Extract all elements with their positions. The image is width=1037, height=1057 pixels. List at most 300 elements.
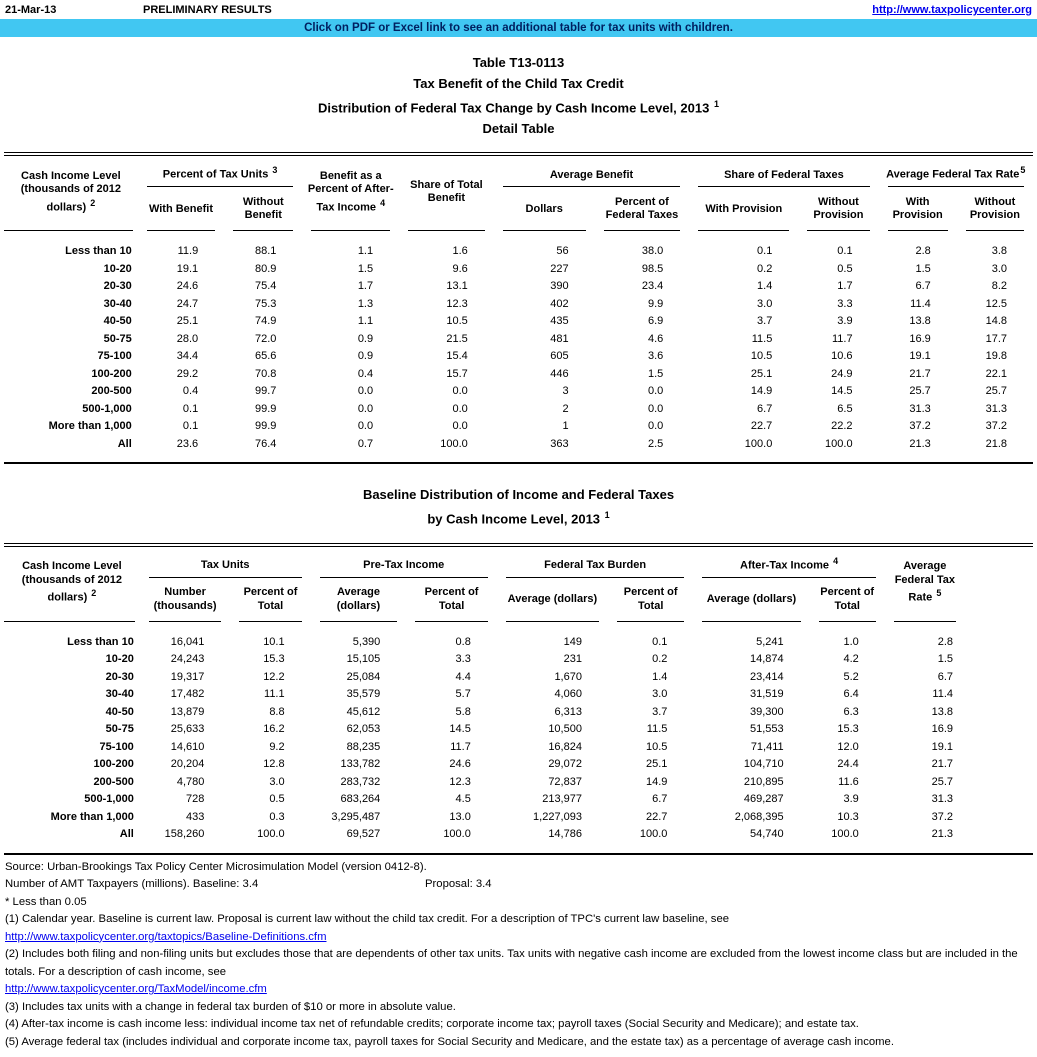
cell: 0.0 xyxy=(647,402,664,415)
row-label: More than 1,000 xyxy=(50,810,134,823)
cell: 25.7 xyxy=(909,385,931,398)
cell: 15.3 xyxy=(263,653,285,666)
cell: 100.0 xyxy=(257,828,285,841)
cell: 24.6 xyxy=(449,758,471,771)
cell: 11.4 xyxy=(932,688,953,701)
baseline-table-header xyxy=(4,545,1033,625)
table-row xyxy=(4,313,1033,331)
cell: 21.5 xyxy=(446,332,468,345)
cell: 1.7 xyxy=(357,280,374,293)
cell: 4.5 xyxy=(455,793,471,806)
cell: 1.5 xyxy=(647,367,664,380)
cell: 25.1 xyxy=(750,367,773,380)
cell: 2.8 xyxy=(915,245,931,258)
cell: 6.3 xyxy=(843,705,859,718)
cell: 433 xyxy=(186,810,205,823)
cell: 54,740 xyxy=(749,828,784,841)
cell: 0.9 xyxy=(357,332,374,345)
detail-table-header xyxy=(4,154,1033,234)
col-header-benefit-percent-after-tax-income: Benefit as a Percent of After-Tax Income $^4$ xyxy=(302,154,399,234)
cell: 1.4 xyxy=(757,280,773,293)
cell: 3 xyxy=(562,385,569,398)
cell: 0.5 xyxy=(269,793,285,806)
cell: 88.1 xyxy=(254,245,277,258)
cell: 481 xyxy=(550,332,569,345)
cell: 149 xyxy=(563,635,582,648)
cell: 25.1 xyxy=(645,758,668,771)
cell: 12.8 xyxy=(263,758,285,771)
cell: 10.3 xyxy=(837,810,859,823)
row-label: 100-200 xyxy=(93,758,134,771)
col-header-rate-with-provision: With Provision xyxy=(879,190,957,234)
col-header-cash-income-level: Cash Income Level (thousands of 2012 dollars) $^2$ xyxy=(4,154,138,234)
col-header-percent-of-federal-taxes: Percent of Federal Taxes xyxy=(595,190,690,234)
cell: 38.0 xyxy=(641,245,664,258)
cell: 31,519 xyxy=(749,688,784,701)
cell: 25.1 xyxy=(176,315,199,328)
cell: 16,824 xyxy=(548,740,582,753)
cell: 3.0 xyxy=(991,262,1007,275)
cell: 5.8 xyxy=(455,705,471,718)
detail-table-body xyxy=(4,234,1033,463)
cell: 9.9 xyxy=(647,297,664,310)
table-row xyxy=(4,331,1033,349)
col-header-dollars: Dollars xyxy=(494,190,595,234)
cell: 1.5 xyxy=(915,262,931,275)
cell: 22.1 xyxy=(985,367,1007,380)
row-label: All xyxy=(119,828,134,841)
cell: 72.0 xyxy=(254,332,277,345)
cell: 21.8 xyxy=(985,437,1007,450)
cell: 12.3 xyxy=(446,297,468,310)
cash-income-link[interactable]: http://www.taxpolicycenter.org/TaxModel/income.cfm xyxy=(5,983,267,996)
cell: 133,782 xyxy=(340,758,381,771)
row-label: 500-1,000 xyxy=(84,793,134,806)
table-row xyxy=(4,721,1033,739)
cell: 11.5 xyxy=(751,332,773,345)
row-label: 200-500 xyxy=(93,775,134,788)
cell: 3.3 xyxy=(455,653,471,666)
cell: 0.0 xyxy=(452,402,468,415)
cell: 0.5 xyxy=(837,262,853,275)
cell: 11.5 xyxy=(646,723,668,736)
col-header-percent-of-total: Percent of Total xyxy=(230,581,310,625)
cell: 14.9 xyxy=(750,385,773,398)
col-header-without-benefit: Without Benefit xyxy=(224,190,302,234)
cell: 16.9 xyxy=(909,332,931,345)
cell: 283,732 xyxy=(340,775,381,788)
cell: 9.2 xyxy=(269,740,285,753)
cell: 72,837 xyxy=(548,775,582,788)
cell: 75.4 xyxy=(254,280,277,293)
cell: 6.5 xyxy=(837,402,853,415)
col-group-percent-of-tax-units: Percent of Tax Units $^3$ xyxy=(138,154,303,190)
table-title: Tax Benefit of the Child Tax Credit xyxy=(413,76,624,91)
table-row xyxy=(4,366,1033,384)
cell: 100.0 xyxy=(443,828,471,841)
cell: 3.7 xyxy=(652,705,668,718)
cell: 104,710 xyxy=(743,758,784,771)
col-group-average-federal-tax-rate: Average Federal Tax Rate$^5$ xyxy=(879,154,1033,190)
less-than-note: * Less than 0.05 xyxy=(5,895,87,908)
cell: 15.7 xyxy=(446,367,468,380)
row-label: 10-20 xyxy=(105,653,134,666)
table-row xyxy=(4,739,1033,757)
cell: 10.5 xyxy=(750,350,773,363)
cell: 8.8 xyxy=(269,705,285,718)
cell: 6.4 xyxy=(843,688,859,701)
cell: 213,977 xyxy=(542,793,582,806)
cell: 21.3 xyxy=(909,437,931,450)
cell: 3.8 xyxy=(991,245,1007,258)
cell: 19.1 xyxy=(176,262,199,275)
row-label: 50-75 xyxy=(103,332,132,345)
footnote-4: (4) After-tax income is cash income less: individual income tax net of refundable credits; corporate income tax; payroll taxes (Social Security and Medicare); and estate tax. xyxy=(5,1018,859,1031)
cell: 4,060 xyxy=(554,688,582,701)
cell: 12.0 xyxy=(837,740,859,753)
col-group-average-benefit: Average Benefit xyxy=(494,154,689,190)
cell: 15.4 xyxy=(446,350,468,363)
table-row xyxy=(4,756,1033,774)
cell: 6.7 xyxy=(757,402,773,415)
cell: 88,235 xyxy=(346,740,381,753)
col-group-tax-units: Tax Units xyxy=(140,545,311,581)
cell: 19.8 xyxy=(985,350,1007,363)
cell: 3,295,487 xyxy=(331,810,381,823)
cell: 14.8 xyxy=(985,315,1007,328)
col-group-share-of-federal-taxes: Share of Federal Taxes xyxy=(689,154,878,190)
col-header-average-federal-tax-rate: Average Federal Tax Rate $^5$ xyxy=(885,545,965,625)
cell: 14.9 xyxy=(645,775,668,788)
row-label: 75-100 xyxy=(97,350,132,363)
cell: 65.6 xyxy=(254,350,277,363)
cell: 16.9 xyxy=(931,723,953,736)
cell: 0.4 xyxy=(357,367,374,380)
cell: 100.0 xyxy=(744,437,773,450)
row-label: 10-20 xyxy=(103,262,132,275)
cell: 39,300 xyxy=(749,705,784,718)
cell: 71,411 xyxy=(750,740,784,753)
amt-baseline: Number of AMT Taxpayers (millions). Baseline: 3.4 xyxy=(5,878,259,891)
cell: 37.2 xyxy=(909,420,931,433)
cell: 231 xyxy=(563,653,582,666)
cell: 1.1 xyxy=(357,245,374,258)
cell: 402 xyxy=(550,297,569,310)
col-header-without-provision: Without Provision xyxy=(798,190,878,234)
cell: 51,553 xyxy=(749,723,784,736)
cell: 3.7 xyxy=(757,315,773,328)
cell: 80.9 xyxy=(254,262,277,275)
table-row xyxy=(4,261,1033,279)
table-row xyxy=(4,436,1033,464)
cell: 56 xyxy=(556,245,569,258)
cell: 12.5 xyxy=(985,297,1007,310)
cell: 3.9 xyxy=(837,315,853,328)
cell: 31.3 xyxy=(985,402,1007,415)
col-group-federal-tax-burden: Federal Tax Burden xyxy=(497,545,694,581)
cell: 0.0 xyxy=(452,385,468,398)
cell: 45,612 xyxy=(346,705,381,718)
cell: 469,287 xyxy=(743,793,784,806)
col-header-percent-of-total: Percent of Total xyxy=(608,581,693,625)
cell: 0.8 xyxy=(455,635,471,648)
cell: 0.0 xyxy=(647,385,664,398)
footnote-1: (1) Calendar year. Baseline is current law. Proposal is current law without the child tax credit. For a description of TPC's current law baseline, see xyxy=(5,913,730,926)
cell: 0.1 xyxy=(652,635,668,648)
table-row xyxy=(4,296,1033,314)
row-label: More than 1,000 xyxy=(48,420,132,433)
cell: 3.0 xyxy=(757,297,773,310)
amt-taxpayers-note xyxy=(5,876,1032,894)
col-header-cash-income-level: Cash Income Level (thousands of 2012 dollars) $^2$ xyxy=(4,545,140,625)
table-row xyxy=(4,791,1033,809)
baseline-table xyxy=(4,543,1033,855)
row-label: 30-40 xyxy=(103,297,132,310)
cell: 0.4 xyxy=(182,385,199,398)
cell: 210,895 xyxy=(743,775,784,788)
cell: 24,243 xyxy=(170,653,205,666)
cell: 4,780 xyxy=(176,775,205,788)
col-header-average-dollars: Average (dollars) xyxy=(497,581,608,625)
cell: 10.1 xyxy=(263,635,285,648)
cell: 1.3 xyxy=(357,297,374,310)
cell: 20,204 xyxy=(170,758,205,771)
cell: 1.5 xyxy=(357,262,374,275)
cell: 6.9 xyxy=(647,315,664,328)
cell: 70.8 xyxy=(254,367,277,380)
cell: 5,390 xyxy=(352,635,381,648)
cell: 605 xyxy=(550,350,569,363)
site-link[interactable]: http://www.taxpolicycenter.org xyxy=(872,4,1032,16)
col-header-average-dollars: Average (dollars) xyxy=(693,581,809,625)
cell: 35,579 xyxy=(346,688,381,701)
table-row xyxy=(4,625,1033,652)
cell: 100.0 xyxy=(440,437,468,450)
cell: 25,633 xyxy=(170,723,205,736)
detail-table xyxy=(4,152,1033,464)
table-row xyxy=(4,809,1033,827)
cell: 10.5 xyxy=(446,315,468,328)
cell: 14,610 xyxy=(170,740,205,753)
col-header-percent-of-total: Percent of Total xyxy=(406,581,497,625)
row-label: Less than 10 xyxy=(65,245,132,258)
cell: 5,241 xyxy=(756,635,784,648)
cell: 10.6 xyxy=(831,350,853,363)
cell: 25.7 xyxy=(931,775,953,788)
cell: 363 xyxy=(550,437,569,450)
cell: 3.6 xyxy=(647,350,664,363)
cell: 22.2 xyxy=(831,420,853,433)
baseline-table-title: Baseline Distribution of Income and Federal Taxes xyxy=(362,487,675,503)
row-label: 100-200 xyxy=(91,367,132,380)
source-note: Source: Urban-Brookings Tax Policy Center Microsimulation Model (version 0412-8). xyxy=(5,860,427,873)
cell: 446 xyxy=(550,367,569,380)
cell: 11.7 xyxy=(831,332,853,345)
table-row xyxy=(4,669,1033,687)
table-row xyxy=(4,704,1033,722)
cell: 17,482 xyxy=(170,688,205,701)
cell: 1.4 xyxy=(652,670,668,683)
cell: 37.2 xyxy=(931,810,953,823)
col-header-number-thousands: Number (thousands) xyxy=(140,581,231,625)
table-title-block xyxy=(4,52,1033,139)
amt-proposal: Proposal: 3.4 xyxy=(425,878,492,891)
table-row xyxy=(4,418,1033,436)
cell: 24.9 xyxy=(831,367,853,380)
row-label: 40-50 xyxy=(103,315,132,328)
preliminary-results-label: PRELIMINARY RESULTS xyxy=(143,4,272,16)
cell: 3.0 xyxy=(269,775,285,788)
cell: 34.4 xyxy=(176,350,199,363)
cell: 1.5 xyxy=(937,653,953,666)
cell: 6.7 xyxy=(937,670,953,683)
cell: 100.0 xyxy=(831,828,859,841)
cell: 11.7 xyxy=(450,740,471,753)
row-label: 20-30 xyxy=(105,670,134,683)
cell: 14.5 xyxy=(449,723,471,736)
table-row xyxy=(4,826,1033,854)
cell: 435 xyxy=(550,315,569,328)
cell: 1.0 xyxy=(843,635,859,648)
col-header-percent-of-total: Percent of Total xyxy=(810,581,885,625)
cell: 19,317 xyxy=(170,670,205,683)
notice-banner xyxy=(0,19,1037,37)
col-header-share-of-total-benefit: Share of Total Benefit xyxy=(399,154,494,234)
cell: 37.2 xyxy=(985,420,1007,433)
cell: 0.3 xyxy=(269,810,285,823)
cell: 0.0 xyxy=(357,420,374,433)
cell: 3.0 xyxy=(652,688,668,701)
cell: 29.2 xyxy=(176,367,199,380)
cell: 76.4 xyxy=(254,437,277,450)
cell: 0.0 xyxy=(357,402,374,415)
row-label: Less than 10 xyxy=(67,635,134,648)
table-row xyxy=(4,278,1033,296)
cell: 0.1 xyxy=(182,402,199,415)
cell: 29,072 xyxy=(548,758,582,771)
cell: 683,264 xyxy=(340,793,381,806)
cell: 12.3 xyxy=(449,775,471,788)
row-label: All xyxy=(117,437,132,450)
cell: 0.1 xyxy=(182,420,199,433)
cell: 11.1 xyxy=(264,688,285,701)
cell: 8.2 xyxy=(991,280,1007,293)
cell: 3.9 xyxy=(843,793,859,806)
cell: 1.1 xyxy=(357,315,374,328)
table-row xyxy=(4,234,1033,261)
cell: 158,260 xyxy=(164,828,205,841)
cell: 23,414 xyxy=(749,670,784,683)
table-row xyxy=(4,383,1033,401)
cell: 24.7 xyxy=(176,297,199,310)
cell: 0.0 xyxy=(357,385,374,398)
cell: 13.8 xyxy=(909,315,931,328)
cell: 1,227,093 xyxy=(533,810,582,823)
cell: 5.7 xyxy=(455,688,471,701)
cell: 13,879 xyxy=(170,705,205,718)
cell: 31.3 xyxy=(931,793,953,806)
report-date: 21-Mar-13 xyxy=(5,4,57,16)
cell: 28.0 xyxy=(176,332,199,345)
cell: 14.5 xyxy=(831,385,853,398)
footnote-2: (2) Includes both filing and non-filing units but excludes those that are dependents of other tax units. Tax units with negative cash income are excluded from the lowest income class but are included in the totals. For a description of cash income, see xyxy=(5,948,1018,978)
table-row xyxy=(4,651,1033,669)
footnotes xyxy=(4,855,1033,1052)
cell: 19.1 xyxy=(909,350,931,363)
cell: 100.0 xyxy=(825,437,853,450)
col-group-pre-tax-income: Pre-Tax Income xyxy=(311,545,497,581)
table-row xyxy=(4,686,1033,704)
cell: 99.7 xyxy=(254,385,277,398)
cell: 16,041 xyxy=(170,635,205,648)
cell: 1,670 xyxy=(554,670,582,683)
spacer-column xyxy=(965,545,1033,625)
cell: 25,084 xyxy=(346,670,381,683)
cell: 15,105 xyxy=(346,653,381,666)
cell: 5.2 xyxy=(843,670,859,683)
row-label: 200-500 xyxy=(91,385,132,398)
cell: 227 xyxy=(550,262,569,275)
cell: 0.1 xyxy=(837,245,853,258)
col-header-with-benefit: With Benefit xyxy=(138,190,224,234)
cell: 24.6 xyxy=(176,280,199,293)
cell: 17.7 xyxy=(985,332,1007,345)
cell: 14,874 xyxy=(749,653,784,666)
footnote-3: (3) Includes tax units with a change in federal tax burden of $10 or more in absolute value. xyxy=(5,1000,456,1013)
col-header-with-provision: With Provision xyxy=(689,190,798,234)
cell: 13.8 xyxy=(931,705,953,718)
cell: 21.7 xyxy=(931,758,953,771)
row-label: 20-30 xyxy=(103,280,132,293)
cell: 6.7 xyxy=(652,793,668,806)
cell: 11.4 xyxy=(910,297,931,310)
cell: 10.5 xyxy=(645,740,668,753)
cell: 0.2 xyxy=(757,262,773,275)
cell: 0.2 xyxy=(652,653,668,666)
cell: 6,313 xyxy=(554,705,582,718)
cell: 0.0 xyxy=(647,420,664,433)
cell: 22.7 xyxy=(645,810,668,823)
table-row xyxy=(4,774,1033,792)
cell: 99.9 xyxy=(254,420,277,433)
cell: 13.0 xyxy=(449,810,471,823)
cell: 728 xyxy=(186,793,205,806)
cell: 19.1 xyxy=(931,740,953,753)
baseline-definitions-link[interactable]: http://www.taxpolicycenter.org/taxtopics/Baseline-Definitions.cfm xyxy=(5,930,327,943)
cell: 1.7 xyxy=(837,280,853,293)
cell: 69,527 xyxy=(346,828,381,841)
cell: 1 xyxy=(562,420,569,433)
cell: 22.7 xyxy=(750,420,773,433)
baseline-table-title-block xyxy=(4,484,1033,529)
cell: 2,068,395 xyxy=(734,810,784,823)
cell: 31.3 xyxy=(909,402,931,415)
cell: 62,053 xyxy=(346,723,381,736)
cell: 6.7 xyxy=(915,280,931,293)
cell: 4.6 xyxy=(647,332,664,345)
cell: 23.6 xyxy=(176,437,199,450)
cell: 100.0 xyxy=(639,828,668,841)
cell: 1.6 xyxy=(452,245,468,258)
row-label: 30-40 xyxy=(105,688,134,701)
cell: 15.3 xyxy=(837,723,859,736)
col-group-after-tax-income: After-Tax Income $^4$ xyxy=(693,545,884,581)
cell: 9.6 xyxy=(452,262,468,275)
cell: 2 xyxy=(562,402,569,415)
row-label: 50-75 xyxy=(105,723,134,736)
cell: 14,786 xyxy=(548,828,582,841)
cell: 3.3 xyxy=(837,297,853,310)
